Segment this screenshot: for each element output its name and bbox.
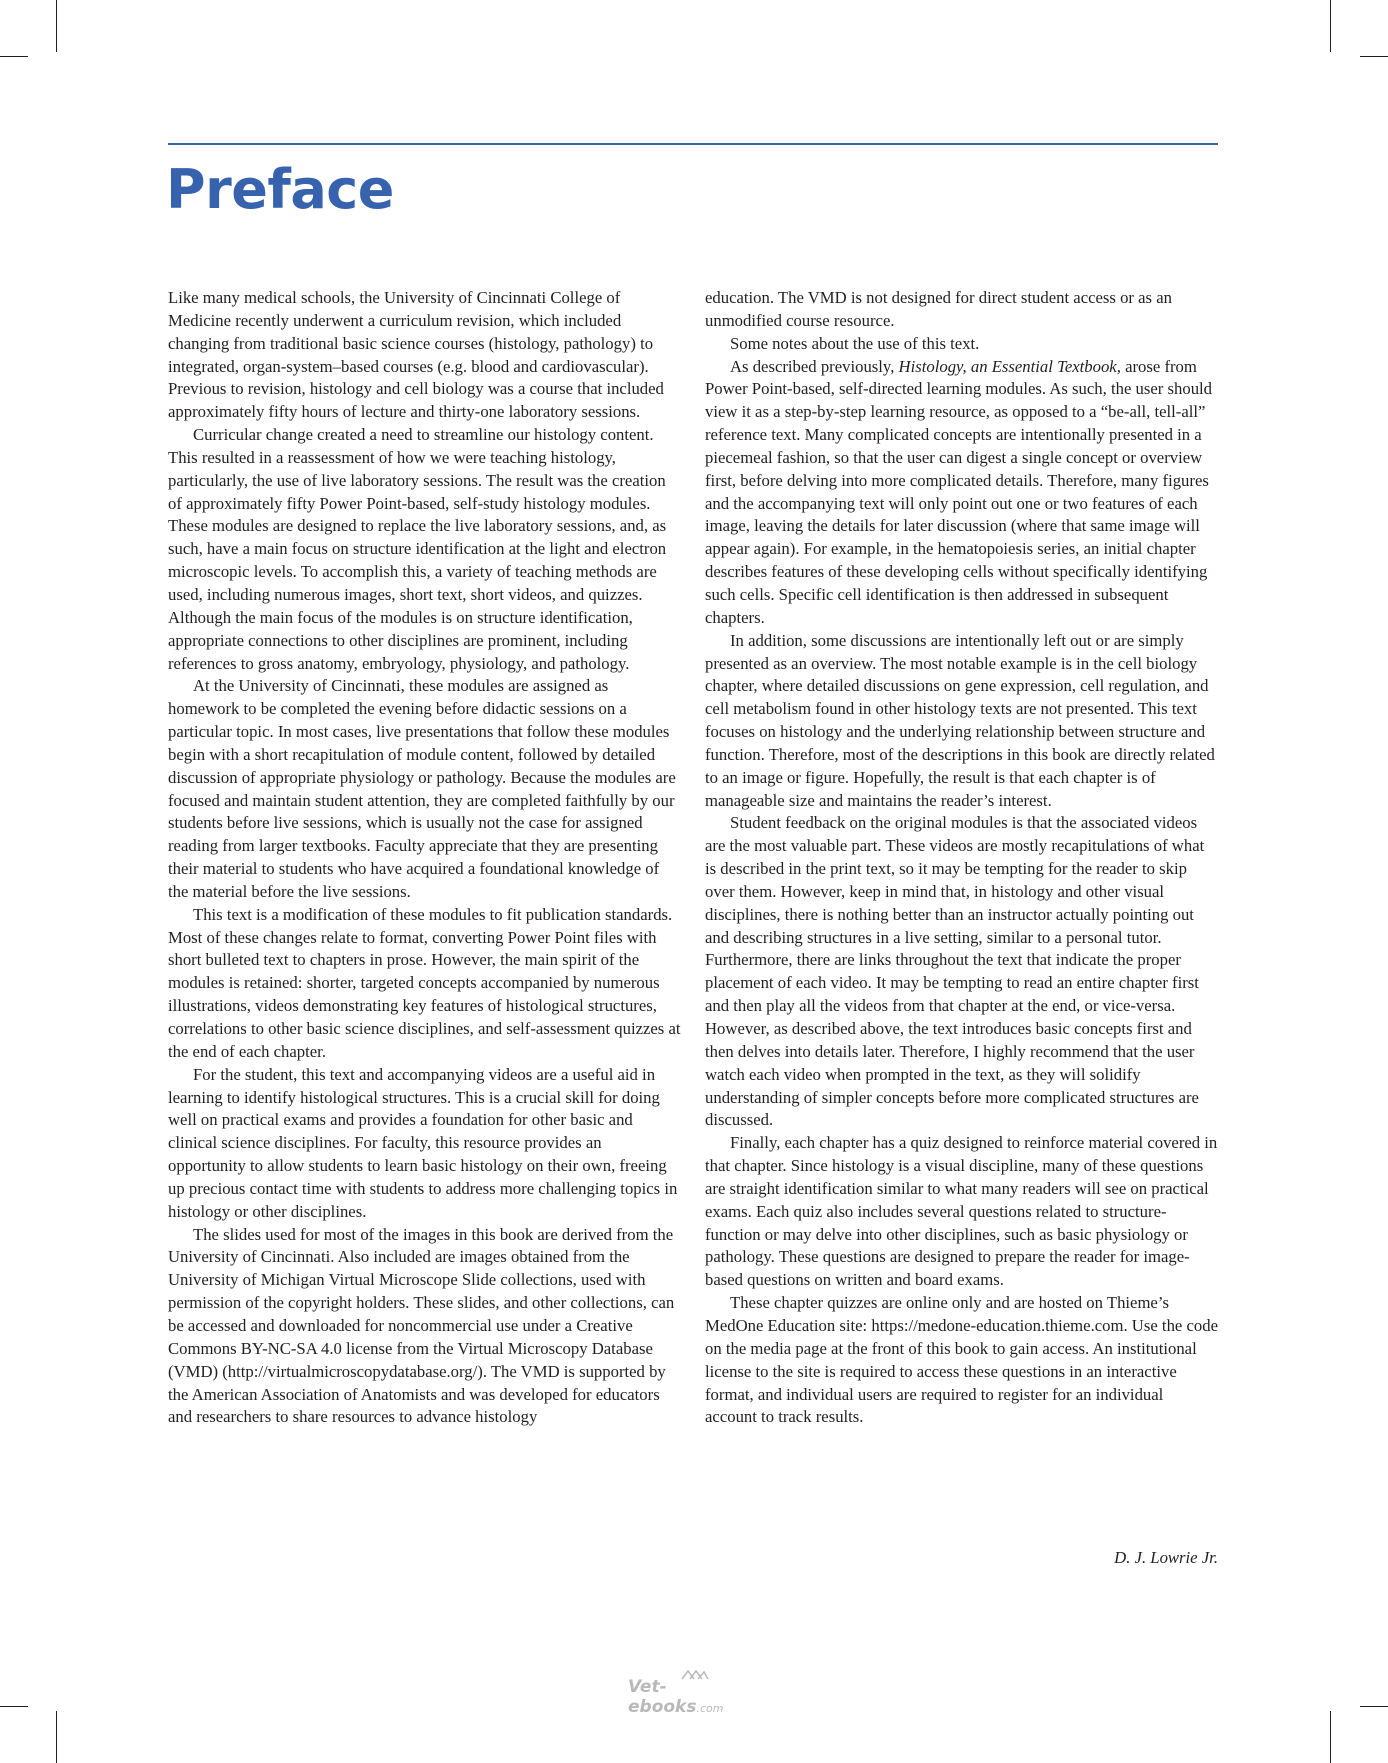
paragraph: Finally, each chapter has a quiz designed to reinforce material covered in that chapter. Since histology is a visual discipline, many of these questions are straight identification similar to what many readers will see on practical exams. Each quiz also includes several questions related to structure-function or may delve into other disciplines, such as basic physiology or pathology. These questions are designed to prepare the reader for image-based questions on written and board exams.: [705, 1133, 1218, 1290]
paragraph: Student feedback on the original modules is that the associated videos are the most valuable part. These videos are mostly recapitulations of what is described in the print text, so it may be tempting for the reader to skip over them. However, keep in mind that, in histology and other visual disciplines, there is nothing better than an instructor actually pointing out and describing structures in a live setting, similar to a personal tutor. Furthermore, there are links throughout the text that indicate the proper placement of each video. It may be tempting to read an entire chapter first and then play all the videos from that chapter at the end, or vice-versa. However, as described above, the text introduces basic concepts first and then delves into details later. Therefore, I highly recommend that the user watch each video when prompted in the text, as they will solidify understanding of simpler concepts before more complicated structures are discussed.: [705, 813, 1205, 1130]
crop-mark: [1360, 1706, 1388, 1707]
paragraph-lead: As described previously,: [730, 356, 899, 376]
paragraph: At the University of Cincinnati, these modules are assigned as homework to be completed the evening before didactic sessions on a particular topic. In most cases, live presentations that follow these modules begin with a short recapitulation of module content, followed by detailed discussion of appropriate physiology or pathology. Because the modules are focused and maintain student attention, they are completed faithfully by our students before live sessions, which is usually not the case for assigned reading from larger textbooks. Faculty appreciate that they are presenting their material to students who have acquired a foundational knowledge of the material before the live sessions.: [168, 676, 676, 901]
watermark-suffix: .com: [696, 1702, 724, 1715]
paragraph: The slides used for most of the images in this book are derived from the University of Cincinnati. Also included are images obtained from the University of Michigan Virtual Microscope Slide collections, used with permission of the copyright holders. These slides, and other collections, can be accessed and downloaded for noncommercial use under a Creative Commons BY-NC-SA 4.0 license from the Virtual Microscopy Database (VMD) (http://virtualmicroscopydatabase.org/). The VMD is supported by the American Association of Anatomists and was developed for educators and researchers to share resources to advance histology: [168, 1224, 675, 1427]
crop-mark: [0, 1706, 28, 1707]
crop-mark: [1360, 56, 1388, 57]
crop-mark: [56, 0, 57, 52]
paragraph: [705, 356, 1219, 630]
paragraph: These chapter quizzes are online only and are hosted on Thieme’s MedOne Education site: https://medone-education.thieme.com. Use the code on the media page at the front of this book to gain access. An institutional license to the site is required to access these questions in an interactive format, and individual users are required to register for an individual account to track results.: [705, 1293, 1218, 1427]
paragraph: This text is a modification of these modules to fit publication standards. Most of these changes relate to format, converting Power Point files with short bulleted text to chapters in prose. However, the main spirit of the modules is retained: shorter, targeted concepts accompanied by numerous illustrations, videos demonstrating key features of histological structures, correlations to other basic science disciplines, and self-assessment quizzes at the end of each chapter.: [168, 904, 681, 1061]
crop-mark: [1330, 0, 1331, 52]
watermark-logo: [628, 1677, 758, 1717]
crop-mark: [0, 56, 28, 57]
paragraph: For the student, this text and accompanying videos are a useful aid in learning to identify histological structures. This is a crucial skill for doing well on practical exams and provides a foundation for other basic and clinical science disciplines. For faculty, this resource provides an opportunity to allow students to learn basic histology on their own, freeing up precious contact time with students to address more challenging topics in histology or other disciplines.: [168, 1064, 678, 1221]
page-title: Preface: [166, 158, 394, 221]
paragraph-rest: arose from Power Point-based, self-directed learning modules. As such, the user should view it as a step-by-step learning resource, as opposed to a “be-all, tell-all” reference text. Many complicated concepts are intentionally presented in a piecemeal fashion, so that the user can digest a single concept or overview first, before delving into more complicated details. Therefore, many figures and the accompanying text will only point out one or two features of each image, leaving the details for later discussion (where that same image will appear again). For example, in the hematopoiesis series, an initial chapter describes features of these developing cells without specifically identifying such cells. Specific cell identification is then addressed in subsequent chapters.: [705, 356, 1213, 627]
book-title: Histology, an Essential Textbook,: [898, 356, 1121, 376]
paragraph: Curricular change created a need to streamline our histology content. This resulted in a reassessment of how we were teaching histology, particularly, the use of live laboratory sessions. The result was the creation of approximately fifty Power Point-based, self-study histology modules. These modules are designed to replace the live laboratory sessions, and, as such, have a main focus on structure identification at the light and electron microscopic levels. To accomplish this, a variety of teaching methods are used, including numerous images, short text, short videos, and quizzes. Although the main focus of the modules is on structure identification, appropriate connections to other disciplines are prominent, including references to gross anatomy, embryology, physiology, and pathology.: [168, 425, 667, 673]
author-signature: D. J. Lowrie Jr.: [1114, 1548, 1218, 1567]
right-column: [705, 287, 1219, 1429]
paragraph: In addition, some discussions are intentionally left out or are simply presented as an overview. The most notable example is in the cell biology chapter, where detailed discussions on gene expression, cell regulation, and cell metabolism found in other histology texts are not presented. This text focuses on histology and the underlying relationship between structure and function. Therefore, most of the descriptions in this book are directly related to an image or figure. Hopefully, the result is that each chapter is of manageable size and maintains the reader’s interest.: [705, 630, 1215, 810]
title-rule: [168, 143, 1218, 145]
left-column: [168, 287, 682, 1429]
book-stack-icon: [680, 1669, 710, 1681]
crop-mark: [56, 1711, 57, 1763]
crop-mark: [1330, 1711, 1331, 1763]
paragraph: Like many medical schools, the University of Cincinnati College of Medicine recently underwent a curriculum revision, which included changing from traditional basic science courses (histology, pathology) to integrated, organ-system–based courses (e.g. blood and cardiovascular). Previous to revision, histology and cell biology was a course that included approximately fifty hours of lecture and thirty-one laboratory sessions.: [168, 288, 664, 422]
watermark-text: Vet-ebooks: [628, 1677, 697, 1717]
paragraph: Some notes about the use of this text.: [730, 333, 980, 353]
paragraph: education. The VMD is not designed for direct student access or as an unmodified course resource.: [705, 288, 1172, 330]
